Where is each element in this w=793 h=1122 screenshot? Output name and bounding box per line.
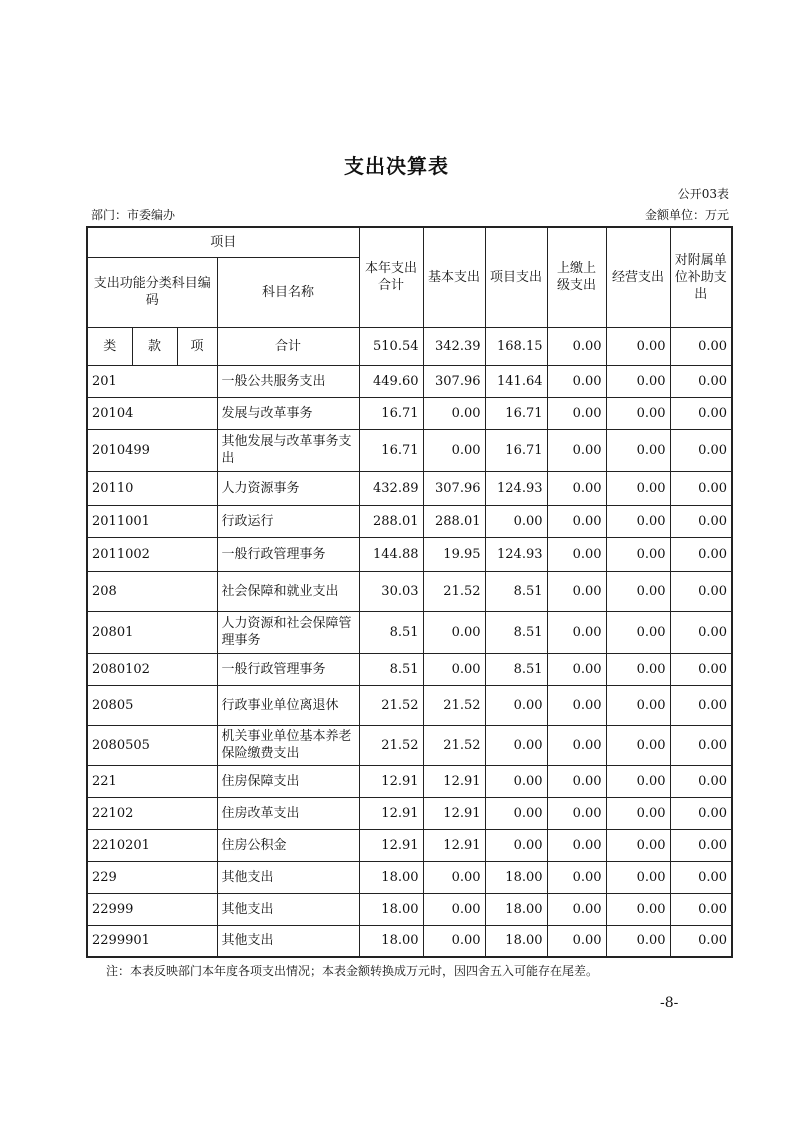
page-title: 支出决算表	[344, 154, 449, 178]
row-code: 20104	[87, 397, 217, 429]
row-subsidy: 0.00	[670, 685, 732, 725]
header-subsidy: 对附属单位补助支出	[670, 227, 732, 327]
row-total: 8.51	[359, 611, 423, 653]
row-operating: 0.00	[606, 725, 670, 765]
total-row-name: 合计	[217, 327, 359, 365]
row-code: 2080102	[87, 653, 217, 685]
row-subject-name: 行政事业单位离退休	[217, 685, 359, 725]
row-remit: 0.00	[547, 611, 606, 653]
row-code: 20805	[87, 685, 217, 725]
row-remit: 0.00	[547, 365, 606, 397]
row-basic: 12.91	[423, 797, 485, 829]
row-project: 16.71	[485, 429, 547, 471]
row-basic: 0.00	[423, 611, 485, 653]
row-total: 12.91	[359, 829, 423, 861]
header-total: 本年支出合计	[359, 227, 423, 327]
row-subject-name: 行政运行	[217, 505, 359, 537]
row-project: 124.93	[485, 537, 547, 571]
row-total: 18.00	[359, 893, 423, 925]
header-item: 项目	[87, 227, 359, 257]
row-subsidy: 0.00	[670, 471, 732, 505]
row-project: 8.51	[485, 653, 547, 685]
header-subject-name: 科目名称	[217, 257, 359, 327]
row-remit: 0.00	[547, 537, 606, 571]
row-operating: 0.00	[606, 611, 670, 653]
row-remit: 0.00	[547, 429, 606, 471]
row-subject-name: 住房公积金	[217, 829, 359, 861]
row-total: 21.52	[359, 725, 423, 765]
row-operating: 0.00	[606, 925, 670, 957]
total-row-project: 168.15	[485, 327, 547, 365]
row-project: 141.64	[485, 365, 547, 397]
row-operating: 0.00	[606, 397, 670, 429]
row-project: 8.51	[485, 571, 547, 611]
row-operating: 0.00	[606, 365, 670, 397]
row-basic: 288.01	[423, 505, 485, 537]
row-project: 0.00	[485, 505, 547, 537]
unit-label: 金额单位：万元	[644, 208, 729, 222]
row-code: 208	[87, 571, 217, 611]
row-total: 30.03	[359, 571, 423, 611]
row-subject-name: 其他发展与改革事务支出	[217, 429, 359, 471]
row-subject-name: 一般行政管理事务	[217, 537, 359, 571]
row-code: 201	[87, 365, 217, 397]
row-code: 2080505	[87, 725, 217, 765]
row-code: 2010499	[87, 429, 217, 471]
total-row-subsidy: 0.00	[670, 327, 732, 365]
row-remit: 0.00	[547, 893, 606, 925]
row-subject-name: 其他支出	[217, 925, 359, 957]
table-row	[87, 397, 732, 429]
row-total: 288.01	[359, 505, 423, 537]
table-row	[87, 725, 732, 765]
header-lei: 类	[87, 327, 132, 365]
row-code: 22102	[87, 797, 217, 829]
page-number: -8-	[660, 995, 679, 1011]
table-row	[87, 471, 732, 505]
row-project: 124.93	[485, 471, 547, 505]
row-basic: 307.96	[423, 365, 485, 397]
row-operating: 0.00	[606, 685, 670, 725]
row-project: 0.00	[485, 829, 547, 861]
row-subsidy: 0.00	[670, 429, 732, 471]
row-remit: 0.00	[547, 861, 606, 893]
row-project: 0.00	[485, 797, 547, 829]
table-row	[87, 765, 732, 797]
row-total: 18.00	[359, 861, 423, 893]
row-code: 20801	[87, 611, 217, 653]
row-basic: 12.91	[423, 765, 485, 797]
row-basic: 21.52	[423, 571, 485, 611]
row-code: 221	[87, 765, 217, 797]
row-operating: 0.00	[606, 537, 670, 571]
row-total: 12.91	[359, 765, 423, 797]
total-row-remit: 0.00	[547, 327, 606, 365]
row-subject-name: 其他支出	[217, 893, 359, 925]
footnote: 注：本表反映部门本年度各项支出情况；本表金额转换成万元时，因四舍五入可能存在尾差。	[106, 964, 599, 978]
row-total: 432.89	[359, 471, 423, 505]
row-basic: 0.00	[423, 429, 485, 471]
row-basic: 21.52	[423, 685, 485, 725]
header-project: 项目支出	[485, 227, 547, 327]
row-project: 0.00	[485, 685, 547, 725]
row-code: 22999	[87, 893, 217, 925]
row-subsidy: 0.00	[670, 725, 732, 765]
row-basic: 0.00	[423, 925, 485, 957]
row-subject-name: 一般行政管理事务	[217, 653, 359, 685]
row-basic: 0.00	[423, 397, 485, 429]
table-row	[87, 365, 732, 397]
table-row	[87, 611, 732, 653]
row-basic: 12.91	[423, 829, 485, 861]
row-project: 18.00	[485, 893, 547, 925]
row-basic: 21.52	[423, 725, 485, 765]
row-code: 2011002	[87, 537, 217, 571]
table-row	[87, 861, 732, 893]
row-operating: 0.00	[606, 429, 670, 471]
header-remit: 上缴上级支出	[547, 227, 606, 327]
row-remit: 0.00	[547, 571, 606, 611]
table-row	[87, 537, 732, 571]
row-remit: 0.00	[547, 797, 606, 829]
row-total: 12.91	[359, 797, 423, 829]
row-subject-name: 其他支出	[217, 861, 359, 893]
row-operating: 0.00	[606, 653, 670, 685]
table-row	[87, 429, 732, 471]
header-row	[87, 327, 732, 365]
row-remit: 0.00	[547, 397, 606, 429]
row-operating: 0.00	[606, 893, 670, 925]
row-subsidy: 0.00	[670, 861, 732, 893]
row-operating: 0.00	[606, 829, 670, 861]
row-project: 18.00	[485, 925, 547, 957]
row-subsidy: 0.00	[670, 893, 732, 925]
row-project: 0.00	[485, 725, 547, 765]
form-number: 公开03表	[677, 187, 729, 201]
row-subject-name: 一般公共服务支出	[217, 365, 359, 397]
table-row	[87, 797, 732, 829]
row-remit: 0.00	[547, 925, 606, 957]
row-remit: 0.00	[547, 829, 606, 861]
row-operating: 0.00	[606, 797, 670, 829]
row-total: 449.60	[359, 365, 423, 397]
row-total: 21.52	[359, 685, 423, 725]
row-total: 16.71	[359, 397, 423, 429]
total-row-total: 510.54	[359, 327, 423, 365]
table-row	[87, 685, 732, 725]
row-operating: 0.00	[606, 571, 670, 611]
total-row-operating: 0.00	[606, 327, 670, 365]
row-subject-name: 机关事业单位基本养老保险缴费支出	[217, 725, 359, 765]
header-kuan: 款	[132, 327, 177, 365]
row-subject-name: 发展与改革事务	[217, 397, 359, 429]
row-total: 8.51	[359, 653, 423, 685]
header-basic: 基本支出	[423, 227, 485, 327]
row-subsidy: 0.00	[670, 611, 732, 653]
row-total: 144.88	[359, 537, 423, 571]
row-project: 18.00	[485, 861, 547, 893]
row-code: 229	[87, 861, 217, 893]
row-remit: 0.00	[547, 685, 606, 725]
row-basic: 307.96	[423, 471, 485, 505]
expenditure-table	[86, 226, 733, 958]
row-code: 2011001	[87, 505, 217, 537]
row-subject-name: 住房改革支出	[217, 797, 359, 829]
table-row	[87, 653, 732, 685]
row-subsidy: 0.00	[670, 765, 732, 797]
row-code: 20110	[87, 471, 217, 505]
table-row	[87, 571, 732, 611]
row-basic: 0.00	[423, 861, 485, 893]
row-subsidy: 0.00	[670, 925, 732, 957]
row-subject-name: 人力资源和社会保障管理事务	[217, 611, 359, 653]
row-subsidy: 0.00	[670, 365, 732, 397]
table-row	[87, 925, 732, 957]
row-total: 16.71	[359, 429, 423, 471]
row-total: 18.00	[359, 925, 423, 957]
row-subsidy: 0.00	[670, 537, 732, 571]
header-row	[87, 227, 732, 257]
table-row	[87, 893, 732, 925]
table-row	[87, 505, 732, 537]
table-row	[87, 829, 732, 861]
row-project: 0.00	[485, 765, 547, 797]
row-remit: 0.00	[547, 471, 606, 505]
row-code: 2210201	[87, 829, 217, 861]
total-row-basic: 342.39	[423, 327, 485, 365]
row-remit: 0.00	[547, 653, 606, 685]
row-remit: 0.00	[547, 505, 606, 537]
header-operating: 经营支出	[606, 227, 670, 327]
row-subject-name: 人力资源事务	[217, 471, 359, 505]
row-remit: 0.00	[547, 765, 606, 797]
department-label: 部门：市委编办	[91, 208, 176, 222]
row-subsidy: 0.00	[670, 797, 732, 829]
header-xiang: 项	[177, 327, 217, 365]
header-func-code: 支出功能分类科目编码	[87, 257, 217, 327]
row-project: 16.71	[485, 397, 547, 429]
row-operating: 0.00	[606, 505, 670, 537]
row-operating: 0.00	[606, 765, 670, 797]
row-code: 2299901	[87, 925, 217, 957]
row-basic: 19.95	[423, 537, 485, 571]
row-subsidy: 0.00	[670, 829, 732, 861]
row-subject-name: 住房保障支出	[217, 765, 359, 797]
row-subsidy: 0.00	[670, 397, 732, 429]
row-remit: 0.00	[547, 725, 606, 765]
row-project: 8.51	[485, 611, 547, 653]
row-basic: 0.00	[423, 653, 485, 685]
row-operating: 0.00	[606, 861, 670, 893]
row-subject-name: 社会保障和就业支出	[217, 571, 359, 611]
row-subsidy: 0.00	[670, 571, 732, 611]
row-basic: 0.00	[423, 893, 485, 925]
row-subsidy: 0.00	[670, 505, 732, 537]
row-operating: 0.00	[606, 471, 670, 505]
row-subsidy: 0.00	[670, 653, 732, 685]
